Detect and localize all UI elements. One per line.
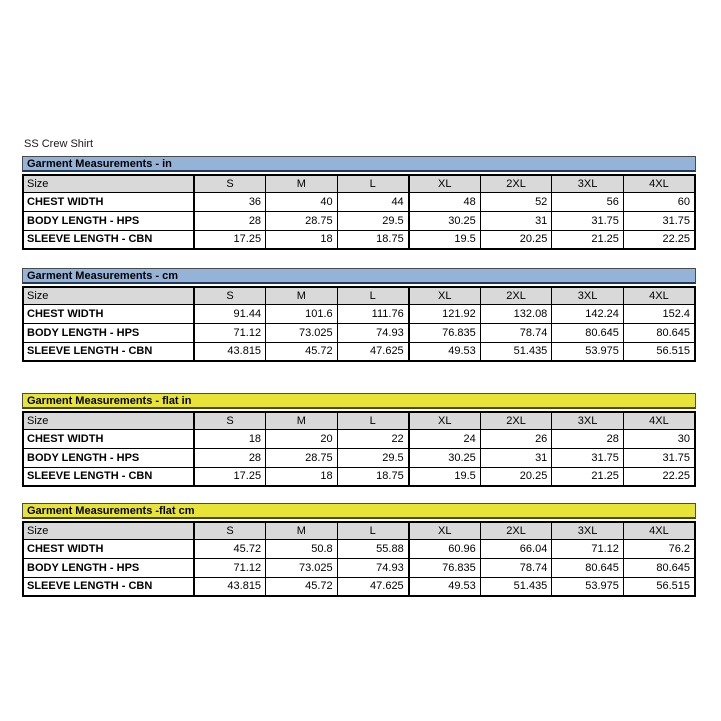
measurement-table xyxy=(22,411,696,487)
table-title-bar: Garment Measurements - in xyxy=(22,156,696,172)
measurement-value: 18.75 xyxy=(337,230,409,249)
measurement-table-section xyxy=(22,503,696,597)
measurement-value: 56.515 xyxy=(623,342,695,361)
measurement-value: 121.92 xyxy=(409,304,481,323)
measurement-value: 21.25 xyxy=(552,230,624,249)
measurement-value: 53.975 xyxy=(552,342,624,361)
size-column-header: M xyxy=(266,175,338,192)
measurement-value: 20 xyxy=(266,429,338,448)
size-column-header: M xyxy=(266,412,338,429)
measurement-label: CHEST WIDTH xyxy=(23,539,194,558)
measurement-label: BODY LENGTH - HPS xyxy=(23,448,194,467)
measurement-table-section xyxy=(22,393,696,487)
measurement-value: 19.5 xyxy=(409,467,481,486)
measurement-value: 60 xyxy=(623,192,695,211)
measurement-value: 132.08 xyxy=(480,304,552,323)
measurement-label: CHEST WIDTH xyxy=(23,304,194,323)
measurement-value: 31.75 xyxy=(552,211,624,230)
measurement-value: 44 xyxy=(337,192,409,211)
measurement-value: 51.435 xyxy=(480,577,552,596)
size-column-header: XL xyxy=(409,412,481,429)
measurement-value: 56.515 xyxy=(623,577,695,596)
measurement-value: 31.75 xyxy=(623,211,695,230)
measurement-label: BODY LENGTH - HPS xyxy=(23,211,194,230)
size-row-label-cell: Size xyxy=(23,412,194,429)
measurement-value: 76.2 xyxy=(623,539,695,558)
measurement-value: 52 xyxy=(480,192,552,211)
size-column-header: 2XL xyxy=(480,287,552,304)
measurement-table xyxy=(22,286,696,362)
measurement-value: 20.25 xyxy=(480,230,552,249)
size-row-label-cell: Size xyxy=(23,522,194,539)
measurement-value: 142.24 xyxy=(552,304,624,323)
measurement-value: 40 xyxy=(266,192,338,211)
size-column-header: XL xyxy=(409,175,481,192)
measurement-row xyxy=(23,304,695,323)
measurement-row xyxy=(23,539,695,558)
size-column-header: S xyxy=(194,287,266,304)
size-column-header: 2XL xyxy=(480,175,552,192)
measurement-value: 18 xyxy=(194,429,266,448)
size-column-header: M xyxy=(266,522,338,539)
size-column-header: 3XL xyxy=(552,522,624,539)
measurement-row xyxy=(23,342,695,361)
measurement-row xyxy=(23,467,695,486)
measurement-value: 45.72 xyxy=(266,577,338,596)
measurement-value: 26 xyxy=(480,429,552,448)
measurement-value: 20.25 xyxy=(480,467,552,486)
size-column-header: XL xyxy=(409,522,481,539)
measurement-value: 71.12 xyxy=(552,539,624,558)
measurement-value: 101.6 xyxy=(266,304,338,323)
measurement-value: 80.645 xyxy=(552,323,624,342)
size-column-header: 4XL xyxy=(623,412,695,429)
measurement-row xyxy=(23,448,695,467)
size-column-header: L xyxy=(337,412,409,429)
measurement-value: 31 xyxy=(480,211,552,230)
size-header-row xyxy=(23,175,695,192)
size-column-header: 3XL xyxy=(552,287,624,304)
document-title: SS Crew Shirt xyxy=(24,138,94,150)
measurement-value: 47.625 xyxy=(337,577,409,596)
size-column-header: 4XL xyxy=(623,287,695,304)
measurement-value: 47.625 xyxy=(337,342,409,361)
measurement-value: 18.75 xyxy=(337,467,409,486)
measurement-label: CHEST WIDTH xyxy=(23,429,194,448)
measurement-value: 24 xyxy=(409,429,481,448)
measurement-value: 45.72 xyxy=(194,539,266,558)
measurement-value: 66.04 xyxy=(480,539,552,558)
measurement-value: 71.12 xyxy=(194,558,266,577)
measurement-row xyxy=(23,211,695,230)
measurement-label: SLEEVE LENGTH - CBN xyxy=(23,577,194,596)
measurement-value: 17.25 xyxy=(194,230,266,249)
table-title-bar: Garment Measurements -flat cm xyxy=(22,503,696,519)
size-column-header: L xyxy=(337,175,409,192)
measurement-value: 51.435 xyxy=(480,342,552,361)
measurement-value: 45.72 xyxy=(266,342,338,361)
size-column-header: S xyxy=(194,412,266,429)
measurement-label: SLEEVE LENGTH - CBN xyxy=(23,230,194,249)
tables-container xyxy=(22,156,696,597)
measurement-value: 80.645 xyxy=(552,558,624,577)
measurement-value: 30.25 xyxy=(409,211,481,230)
measurement-value: 91.44 xyxy=(194,304,266,323)
size-column-header: 2XL xyxy=(480,412,552,429)
size-column-header: M xyxy=(266,287,338,304)
measurement-value: 28.75 xyxy=(266,448,338,467)
measurement-value: 76.835 xyxy=(409,323,481,342)
measurement-label: BODY LENGTH - HPS xyxy=(23,558,194,577)
measurement-value: 22 xyxy=(337,429,409,448)
measurement-value: 31 xyxy=(480,448,552,467)
size-column-header: L xyxy=(337,522,409,539)
measurement-row xyxy=(23,577,695,596)
measurement-value: 48 xyxy=(409,192,481,211)
measurement-label: SLEEVE LENGTH - CBN xyxy=(23,342,194,361)
measurement-row xyxy=(23,429,695,448)
size-column-header: S xyxy=(194,522,266,539)
size-header-row xyxy=(23,522,695,539)
measurement-label: CHEST WIDTH xyxy=(23,192,194,211)
measurement-table-section xyxy=(22,268,696,362)
size-column-header: S xyxy=(194,175,266,192)
measurement-value: 152.4 xyxy=(623,304,695,323)
measurement-value: 74.93 xyxy=(337,558,409,577)
measurement-value: 31.75 xyxy=(623,448,695,467)
measurement-row xyxy=(23,558,695,577)
size-column-header: XL xyxy=(409,287,481,304)
measurement-value: 28 xyxy=(552,429,624,448)
measurement-value: 73.025 xyxy=(266,558,338,577)
size-column-header: L xyxy=(337,287,409,304)
size-column-header: 3XL xyxy=(552,412,624,429)
measurement-value: 30.25 xyxy=(409,448,481,467)
measurement-value: 80.645 xyxy=(623,323,695,342)
measurement-value: 71.12 xyxy=(194,323,266,342)
size-header-row xyxy=(23,287,695,304)
measurement-value: 53.975 xyxy=(552,577,624,596)
measurement-value: 56 xyxy=(552,192,624,211)
measurement-table-section xyxy=(22,156,696,250)
measurement-value: 22.25 xyxy=(623,230,695,249)
measurement-value: 21.25 xyxy=(552,467,624,486)
measurement-value: 78.74 xyxy=(480,323,552,342)
measurement-value: 36 xyxy=(194,192,266,211)
size-column-header: 4XL xyxy=(623,522,695,539)
table-title-bar: Garment Measurements - flat in xyxy=(22,393,696,409)
measurement-row xyxy=(23,323,695,342)
measurement-table xyxy=(22,174,696,250)
measurement-value: 29.5 xyxy=(337,211,409,230)
measurement-value: 18 xyxy=(266,230,338,249)
measurement-value: 31.75 xyxy=(552,448,624,467)
measurement-row xyxy=(23,230,695,249)
measurement-value: 43.815 xyxy=(194,577,266,596)
size-column-header: 3XL xyxy=(552,175,624,192)
measurement-label: SLEEVE LENGTH - CBN xyxy=(23,467,194,486)
measurement-value: 50.8 xyxy=(266,539,338,558)
table-title-bar: Garment Measurements - cm xyxy=(22,268,696,284)
measurement-value: 28.75 xyxy=(266,211,338,230)
measurement-value: 28 xyxy=(194,448,266,467)
measurement-value: 76.835 xyxy=(409,558,481,577)
measurement-value: 80.645 xyxy=(623,558,695,577)
measurement-value: 49.53 xyxy=(409,577,481,596)
measurement-value: 74.93 xyxy=(337,323,409,342)
measurement-label: BODY LENGTH - HPS xyxy=(23,323,194,342)
size-column-header: 2XL xyxy=(480,522,552,539)
size-header-row xyxy=(23,412,695,429)
measurement-value: 60.96 xyxy=(409,539,481,558)
measurement-value: 43.815 xyxy=(194,342,266,361)
measurement-value: 30 xyxy=(623,429,695,448)
size-row-label-cell: Size xyxy=(23,287,194,304)
measurement-value: 49.53 xyxy=(409,342,481,361)
measurement-value: 19.5 xyxy=(409,230,481,249)
measurement-value: 17.25 xyxy=(194,467,266,486)
measurement-row xyxy=(23,192,695,211)
measurement-value: 55.88 xyxy=(337,539,409,558)
size-row-label-cell: Size xyxy=(23,175,194,192)
measurement-table xyxy=(22,521,696,597)
measurement-value: 22.25 xyxy=(623,467,695,486)
measurement-value: 78.74 xyxy=(480,558,552,577)
measurement-value: 28 xyxy=(194,211,266,230)
measurement-value: 73.025 xyxy=(266,323,338,342)
measurement-value: 18 xyxy=(266,467,338,486)
size-column-header: 4XL xyxy=(623,175,695,192)
measurement-value: 111.76 xyxy=(337,304,409,323)
measurement-value: 29.5 xyxy=(337,448,409,467)
